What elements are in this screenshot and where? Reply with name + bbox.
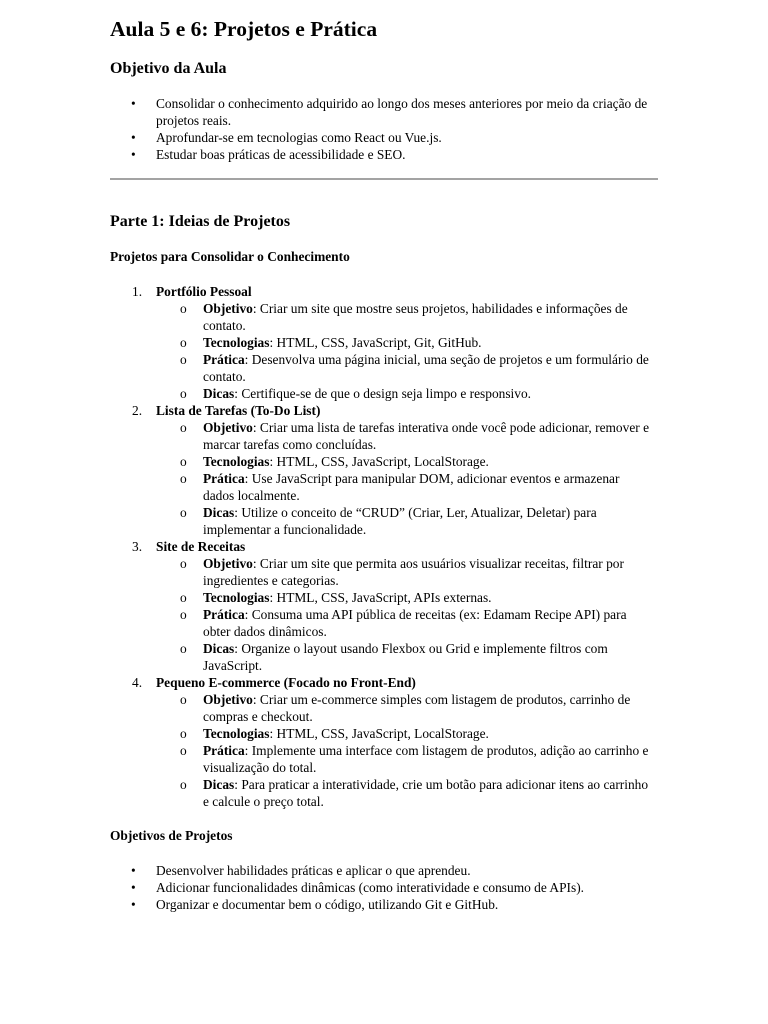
list-item-text: Estudar boas práticas de acessibilidade e SEO. (156, 147, 406, 162)
project-details (156, 419, 670, 538)
detail-label: Prática (203, 352, 245, 367)
list-item-text: Organizar e documentar bem o código, utilizando Git e GitHub. (156, 897, 499, 912)
detail-label: Dicas (203, 777, 235, 792)
detail-label: Prática (203, 471, 245, 486)
list-item-text: Adicionar funcionalidades dinâmicas (como interatividade e consumo de APIs). (156, 880, 585, 895)
detail-item (156, 555, 670, 589)
list-item-text: Consolidar o conhecimento adquirido ao longo dos meses anteriores por meio da criação de projetos reais. (156, 96, 648, 128)
detail-item (156, 300, 670, 334)
detail-text: : HTML, CSS, JavaScript, APIs externas. (269, 590, 492, 605)
project-item (110, 283, 670, 402)
part1-heading: Parte 1: Ideias de Projetos (110, 213, 291, 230)
detail-item (156, 504, 670, 538)
detail-label: Dicas (203, 505, 235, 520)
project-number: 3. (132, 539, 143, 554)
project-item (110, 674, 670, 810)
detail-text: : Criar um site que permita aos usuários visualizar receitas, filtrar por ingredientes e categorias. (203, 556, 624, 588)
detail-text: : Use JavaScript para manipular DOM, adicionar eventos e armazenar dados localmente. (203, 471, 620, 503)
bullet-icon: • (131, 897, 136, 912)
circle-bullet-icon: o (180, 454, 187, 469)
bullet-icon: • (131, 147, 136, 162)
bullet-icon: • (131, 880, 136, 895)
detail-label: Dicas (203, 386, 235, 401)
projects-list (110, 283, 670, 810)
project-item (110, 402, 670, 538)
project-details (156, 691, 670, 810)
detail-item (156, 351, 670, 385)
bullet-icon: • (131, 130, 136, 145)
detail-label: Objetivo (203, 692, 253, 707)
detail-label: Objetivo (203, 301, 253, 316)
goals-list (110, 862, 670, 913)
detail-text: : Desenvolva uma página inicial, uma seção de projetos e um formulário de contato. (203, 352, 649, 384)
detail-text: : Criar uma lista de tarefas interativa onde você pode adicionar, remover e marcar tarefas como concluídas. (203, 420, 650, 452)
detail-text: : HTML, CSS, JavaScript, Git, GitHub. (269, 335, 482, 350)
detail-text: : HTML, CSS, JavaScript, LocalStorage. (269, 726, 489, 741)
circle-bullet-icon: o (180, 386, 187, 401)
circle-bullet-icon: o (180, 471, 187, 486)
project-number: 1. (132, 284, 143, 299)
detail-label: Objetivo (203, 556, 253, 571)
circle-bullet-icon: o (180, 590, 187, 605)
detail-item (156, 385, 670, 402)
detail-text: : Certifique-se de que o design seja limpo e responsivo. (234, 386, 532, 401)
detail-item (156, 589, 670, 606)
objective-list (110, 95, 670, 163)
detail-label: Prática (203, 743, 245, 758)
circle-bullet-icon: o (180, 556, 187, 571)
bullet-icon: • (131, 863, 136, 878)
horizontal-divider (110, 178, 658, 180)
circle-bullet-icon: o (180, 505, 187, 520)
detail-text: : Utilize o conceito de “CRUD” (Criar, Ler, Atualizar, Deletar) para implementar a funcionalidade. (203, 505, 597, 537)
project-details (156, 555, 670, 674)
list-item (110, 862, 670, 879)
project-title: Site de Receitas (156, 539, 246, 554)
page-title: Aula 5 e 6: Projetos e Prática (110, 17, 378, 41)
list-item (110, 896, 670, 913)
detail-item (156, 725, 670, 742)
circle-bullet-icon: o (180, 726, 187, 741)
project-title: Pequeno E-commerce (Focado no Front-End) (156, 675, 416, 690)
detail-text: : Criar um site que mostre seus projetos, habilidades e informações de contato. (203, 301, 628, 333)
project-details (156, 300, 670, 402)
circle-bullet-icon: o (180, 352, 187, 367)
detail-item (156, 742, 670, 776)
project-title: Portfólio Pessoal (156, 284, 252, 299)
detail-item (156, 691, 670, 725)
detail-label: Tecnologias (203, 726, 270, 741)
project-number: 4. (132, 675, 143, 690)
detail-label: Tecnologias (203, 590, 270, 605)
circle-bullet-icon: o (180, 607, 187, 622)
bullet-icon: • (131, 96, 136, 111)
detail-label: Prática (203, 607, 245, 622)
goals-heading: Objetivos de Projetos (110, 828, 233, 843)
circle-bullet-icon: o (180, 641, 187, 656)
list-item (110, 146, 670, 163)
detail-text: : Para praticar a interatividade, crie um botão para adicionar itens ao carrinho e calcule o preço total. (203, 777, 649, 809)
detail-item (156, 606, 670, 640)
project-title: Lista de Tarefas (To-Do List) (156, 403, 321, 418)
objective-heading: Objetivo da Aula (110, 60, 227, 77)
detail-item (156, 453, 670, 470)
detail-text: : HTML, CSS, JavaScript, LocalStorage. (269, 454, 489, 469)
circle-bullet-icon: o (180, 301, 187, 316)
detail-item (156, 419, 670, 453)
detail-item (156, 470, 670, 504)
detail-text: : Implemente uma interface com listagem de produtos, adição ao carrinho e visualização do total. (203, 743, 649, 775)
detail-label: Tecnologias (203, 335, 270, 350)
circle-bullet-icon: o (180, 692, 187, 707)
circle-bullet-icon: o (180, 335, 187, 350)
detail-item (156, 776, 670, 810)
project-item (110, 538, 670, 674)
detail-text: : Organize o layout usando Flexbox ou Grid e implemente filtros com JavaScript. (203, 641, 608, 673)
detail-item (156, 334, 670, 351)
circle-bullet-icon: o (180, 420, 187, 435)
list-item-text: Aprofundar-se em tecnologias como React ou Vue.js. (156, 130, 442, 145)
list-item-text: Desenvolver habilidades práticas e aplicar o que aprendeu. (156, 863, 471, 878)
detail-label: Tecnologias (203, 454, 270, 469)
detail-text: : Consuma uma API pública de receitas (ex: Edamam Recipe API) para obter dados dinâmicos. (203, 607, 627, 639)
projects-subheading: Projetos para Consolidar o Conhecimento (110, 249, 350, 264)
detail-item (156, 640, 670, 674)
list-item (110, 879, 670, 896)
list-item (110, 95, 670, 129)
detail-label: Objetivo (203, 420, 253, 435)
circle-bullet-icon: o (180, 777, 187, 792)
detail-label: Dicas (203, 641, 235, 656)
list-item (110, 129, 670, 146)
detail-text: : Criar um e-commerce simples com listagem de produtos, carrinho de compras e checkout. (203, 692, 631, 724)
project-number: 2. (132, 403, 143, 418)
circle-bullet-icon: o (180, 743, 187, 758)
